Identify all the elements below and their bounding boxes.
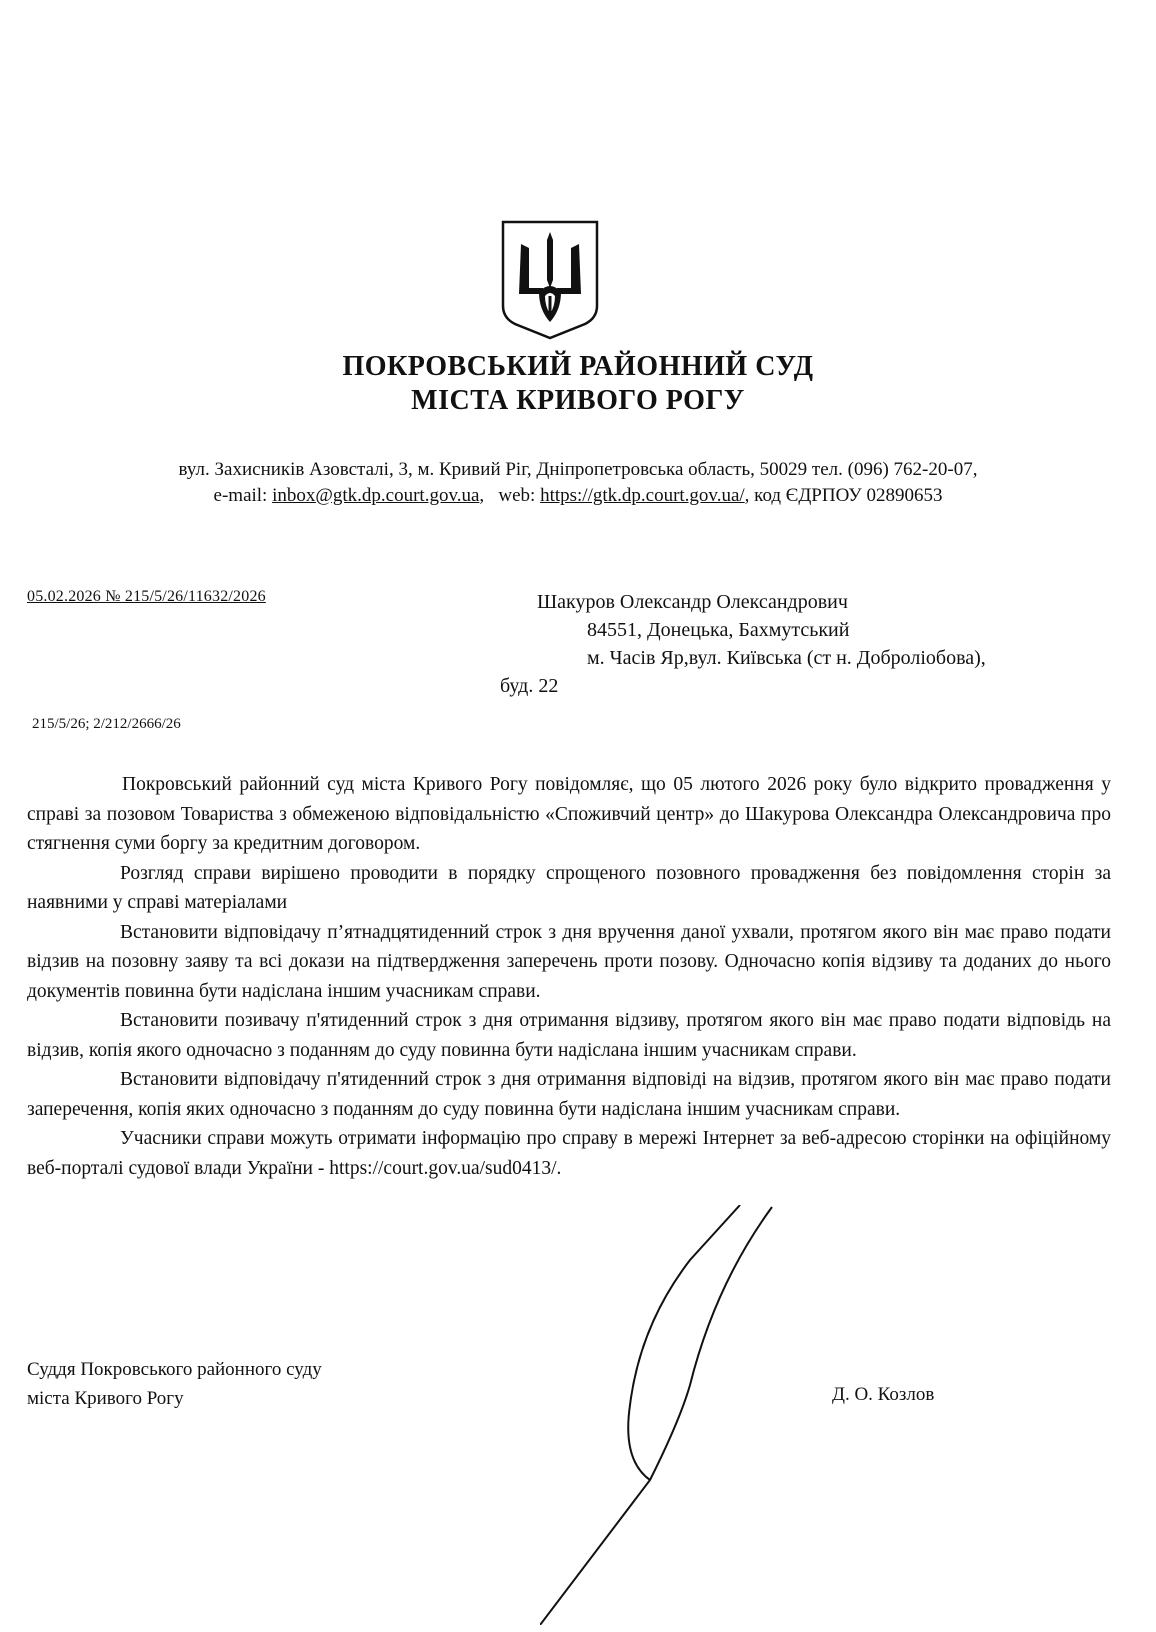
outgoing-date-number: 05.02.2026 № 215/5/26/11632/2026 <box>27 588 266 605</box>
recipient-address-line1: 84551, Донецька, Бахмутський <box>587 619 850 641</box>
body-paragraph: Розгляд справи вирішено проводити в порядку спрощеного позовного провадження без повідомлення сторін за наявними у справі матеріалами <box>27 862 1111 913</box>
body-paragraph: Встановити позивачу п'ятиденний строк з дня отримання відзиву, протягом якого він має право подати відповідь на відзив, копія якого одночасно з поданням до суду повинна бути надіслана іншим учасникам справи. <box>27 1010 1111 1061</box>
position-line2: міста Кривого Рогу <box>27 1388 184 1409</box>
body-paragraph: Учасники справи можуть отримати інформацію про справу в мережі Інтернет за веб-адресою сторінки на офіційному веб-порталі судової влади України - https://court.gov.ua/sud0413/. <box>27 1128 1111 1179</box>
recipient-address-line2: м. Часів Яр,вул. Київська (ст н. Доброліобова), <box>587 647 986 669</box>
signatory-position <box>27 1355 322 1413</box>
email-link[interactable]: inbox@gtk.dp.court.gov.ua <box>272 485 480 506</box>
court-name-line1: ПОКРОВСЬКИЙ РАЙОННИЙ СУД <box>342 351 814 382</box>
web-label: web: <box>498 485 536 506</box>
email-label: e-mail: <box>213 485 268 506</box>
body-paragraph: Встановити відповідачу п’ятнадцятиденний строк з дня вручення даної ухвали, протягом якого він має право подати відзив на позовну заяву та всі докази на підтвердження заперечень проти позову. Одночасно копія відзиву та доданих до нього документів повинна бути надіслана іншим учасникам справи. <box>27 921 1111 1002</box>
website-link[interactable]: https://gtk.dp.court.gov.ua/ <box>540 485 745 506</box>
edrpou-label: код ЄДРПОУ <box>754 485 862 506</box>
letter-body <box>27 770 1111 1183</box>
position-line1: Суддя Покровського районного суду <box>27 1359 322 1380</box>
body-paragraph: Покровський районний суд міста Кривого Рогу повідомляє, що 05 лютого 2026 року було відкрито провадження у справі за позовом Товариства з обмеженою відповідальністю «Споживчий центр» до Шакурова Олександра Олександровича про стягнення суми боргу за кредитним договором. <box>27 774 1111 854</box>
edrpou-code: 02890653 <box>866 485 943 506</box>
body-paragraph: Встановити відповідачу п'ятиденний строк з дня отримання відповіді на відзив, протягом якого він має право подати заперечення, копія яких одночасно з поданням до суду повинна бути надіслана іншим учасникам справи. <box>27 1069 1111 1120</box>
recipient-name: Шакуров Олександр Олександрович <box>537 591 848 613</box>
court-name-line2: МІСТА КРИВОГО РОГУ <box>411 385 745 416</box>
court-address: вул. Захисників Азовсталі, 3, м. Кривий Ріг, Дніпропетровська область, 50029 тел. (096) 762-20-07, <box>178 459 978 480</box>
recipient-address-line3: буд. 22 <box>500 675 559 697</box>
handwritten-signature-icon <box>540 1205 800 1625</box>
case-reference: 215/5/26; 2/212/2666/26 <box>32 716 181 732</box>
coat-of-arms-icon <box>499 218 601 340</box>
judge-name: Д. О. Козлов <box>832 1384 935 1405</box>
court-contacts: e-mail: inbox@gtk.dp.court.gov.ua, web: https://gtk.dp.court.gov.ua/, код ЄДРПОУ 02890653 <box>213 485 943 506</box>
